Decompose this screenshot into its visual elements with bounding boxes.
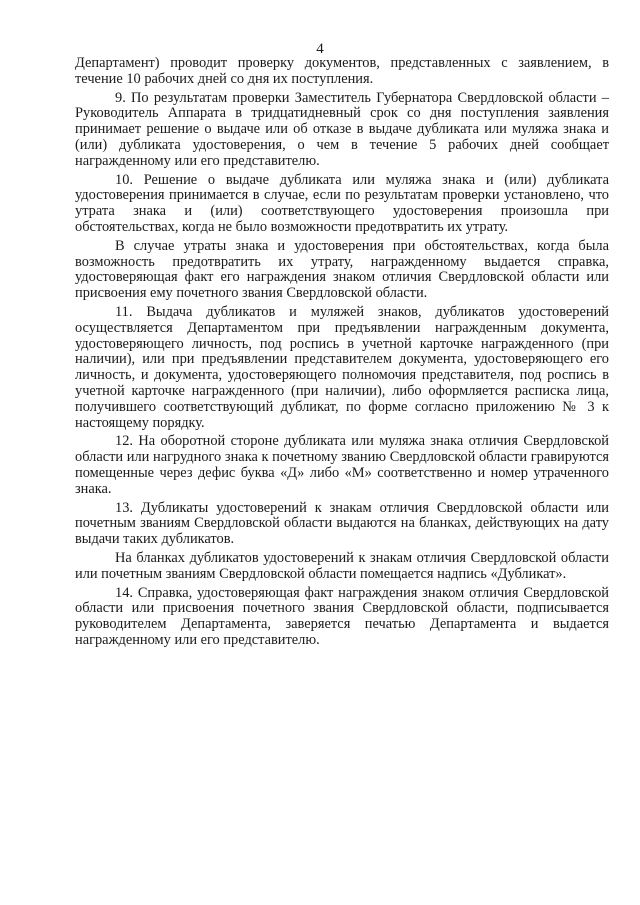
paragraph-continuation: Департамент) проводит проверку документов, представленных с заявлением, в течение 10 рабочих дней со дня их поступления. bbox=[75, 55, 609, 87]
paragraph-item-9: 9. По результатам проверки Заместитель Губернатора Свердловской области – Руководитель Аппарата в тридцатидневный срок со дня поступления заявления принимает решение о выдаче или об отказе в выдаче дубликата или муляжа знака и (или) дубликата удостоверения, о чем в течение 5 рабочих дней сообщает награжденному или его представителю. bbox=[75, 89, 609, 169]
paragraph-item-10: 10. Решение о выдаче дубликата или муляжа знака и (или) дубликата удостоверения принимается в случае, если по результатам проверки установлено, что утрата знака и (или) соответствующего удостоверения произошла при обстоятельствах, когда не было возможности предотвратить их утрату. bbox=[75, 171, 609, 235]
document-body bbox=[75, 56, 609, 652]
paragraph-item-10-addendum: В случае утраты знака и удостоверения при обстоятельствах, когда была возможность предотвратить их утрату, награжденному выдается справка, удостоверяющая факт его награждения знаком отличия Свердловской области или присвоения ему почетного звания Свердловской области. bbox=[75, 237, 609, 302]
paragraph-item-12: 12. На оборотной стороне дубликата или муляжа знака отличия Свердловской области или нагрудного знака к почетному званию Свердловской области гравируются помещенные через дефис буква «Д» либо «М» соответственно и номер утраченного знака. bbox=[75, 433, 609, 497]
paragraph-item-14: 14. Справка, удостоверяющая факт награждения знаком отличия Свердловской области или присвоения почетного звания Свердловской области, подписывается руководителем Департамента, заверяется печатью Департамента и выдается награжденному или его представителю. bbox=[75, 584, 609, 648]
paragraph-item-13-addendum: На бланках дубликатов удостоверений к знакам отличия Свердловской области или почетным званиям Свердловской области помещается надпись «Дубликат». bbox=[75, 549, 609, 582]
paragraph-item-13: 13. Дубликаты удостоверений к знакам отличия Свердловской области или почетным званиям Свердловской области выдаются на бланках, действующих на дату выдачи таких дубликатов. bbox=[75, 499, 609, 548]
paragraph-item-11: 11. Выдача дубликатов и муляжей знаков, дубликатов удостоверений осуществляется Департаментом при предъявлении награжденным документа, удостоверяющего личность, под роспись в учетной карточке награжденного (при наличии), или при предъявлении представителем документа, удостоверяющего его личность, и документа, удостоверяющего полномочия представителя, под роспись в учетной карточке награжденного (при наличии), либо оформляется расписка лица, получившего соответствующий дубликат, по форме согласно приложению № 3 к настоящему порядку. bbox=[75, 303, 609, 431]
page-number: 4 bbox=[316, 41, 324, 57]
